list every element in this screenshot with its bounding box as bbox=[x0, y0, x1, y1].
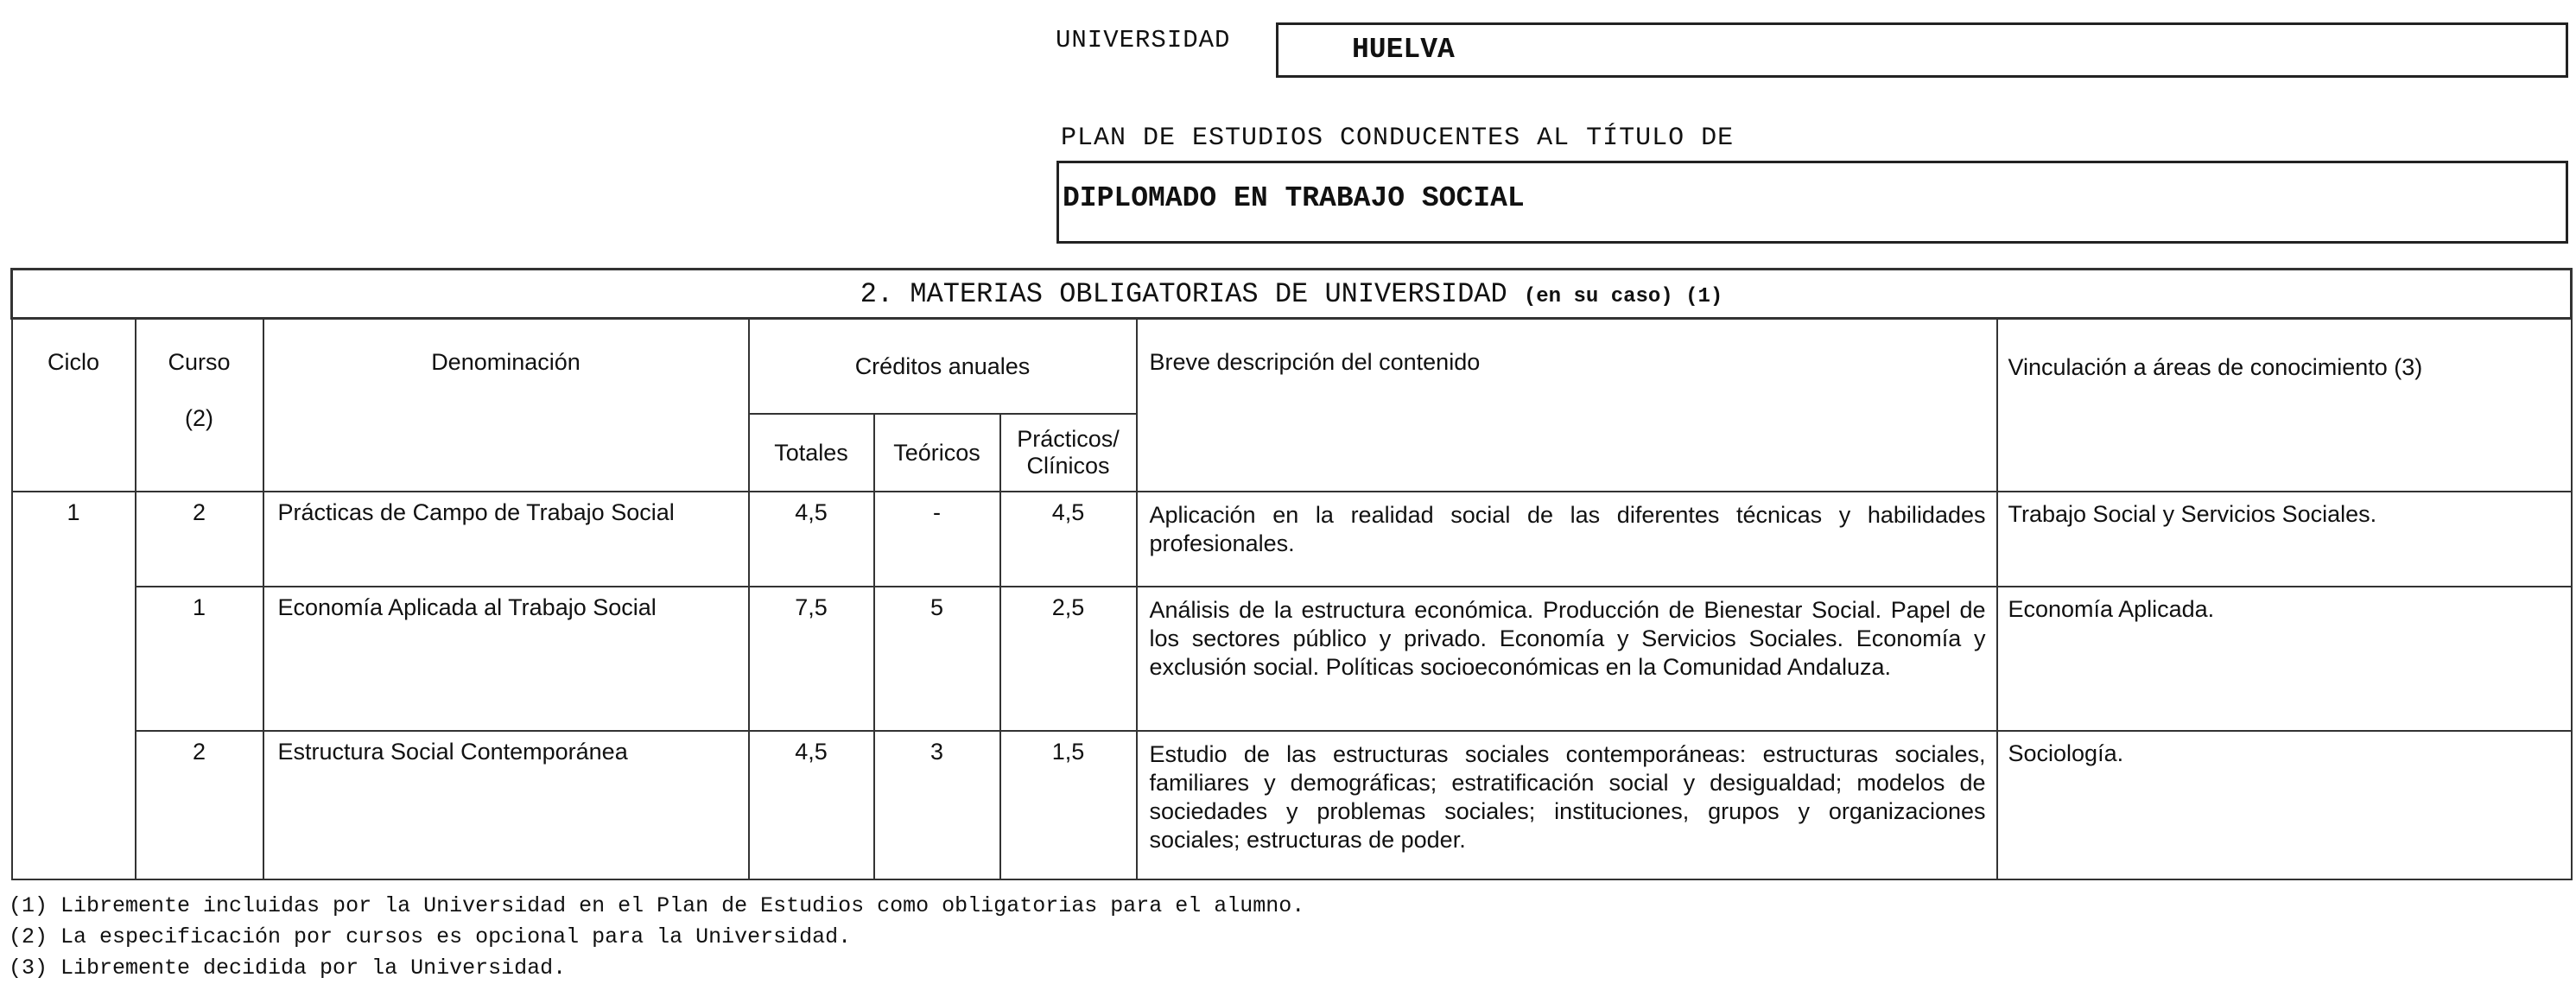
practicos-cell: 2,5 bbox=[1000, 587, 1137, 731]
vinculacion-cell: Trabajo Social y Servicios Sociales. bbox=[1997, 492, 2572, 587]
footnote-3: (3) Libremente decidida por la Universidad. bbox=[9, 955, 567, 981]
table-row bbox=[12, 587, 2572, 731]
teoricos-cell: - bbox=[874, 492, 1000, 587]
header-curso-label: Curso bbox=[168, 349, 231, 375]
totales-cell: 4,5 bbox=[749, 492, 874, 587]
descripcion-cell: Aplicación en la realidad social de las diferentes técnicas y habilidades profesionales. bbox=[1137, 492, 1997, 587]
materias-table bbox=[10, 268, 2573, 880]
header-creditos: Créditos anuales bbox=[749, 319, 1137, 415]
curso-cell: 2 bbox=[136, 492, 263, 587]
plan-label: PLAN DE ESTUDIOS CONDUCENTES AL TÍTULO DE bbox=[1061, 124, 1735, 153]
header-ciclo: Ciclo bbox=[12, 319, 136, 492]
table-row bbox=[12, 731, 2572, 879]
teoricos-cell: 3 bbox=[874, 731, 1000, 879]
descripcion-cell: Estudio de las estructuras sociales contemporáneas: estructuras sociales, familiares y demográficas; estratificación social y desigualdad; modelos de sociedades y problemas sociales; instituciones, grupos y organizaciones sociales; estructuras de poder. bbox=[1137, 731, 1997, 879]
titulo-value: DIPLOMADO EN TRABAJO SOCIAL bbox=[1063, 182, 1525, 214]
teoricos-cell: 5 bbox=[874, 587, 1000, 731]
footnotes bbox=[9, 891, 1304, 984]
header-totales: Totales bbox=[749, 414, 874, 492]
curso-cell: 2 bbox=[136, 731, 263, 879]
denominacion-cell: Estructura Social Contemporánea bbox=[263, 731, 749, 879]
header-practicos-line1: Prácticos/ bbox=[1017, 426, 1120, 452]
header-practicos-line2: Clínicos bbox=[1026, 453, 1110, 479]
denominacion-cell: Economía Aplicada al Trabajo Social bbox=[263, 587, 749, 731]
universidad-value: HUELVA bbox=[1352, 34, 1455, 66]
universidad-label: UNIVERSIDAD bbox=[1056, 26, 1231, 54]
header-curso-note: (2) bbox=[185, 405, 213, 431]
descripcion-cell: Análisis de la estructura económica. Producción de Bienestar Social. Papel de los sectores público y privado. Economía y Servicios Sociales. Economía y exclusión social. Políticas socioeconómicas en la Comunidad Andaluza. bbox=[1137, 587, 1997, 731]
footnote-2: (2) La especificación por cursos es opcional para la Universidad. bbox=[9, 924, 852, 949]
footnote-1: (1) Libremente incluidas por la Universidad en el Plan de Estudios como obligatorias para el alumno. bbox=[9, 893, 1305, 918]
practicos-cell: 1,5 bbox=[1000, 731, 1137, 879]
section-title-text: 2. MATERIAS OBLIGATORIAS DE UNIVERSIDAD bbox=[860, 277, 1507, 310]
header-teoricos: Teóricos bbox=[874, 414, 1000, 492]
titulo-box bbox=[1056, 161, 2568, 244]
vinculacion-cell: Sociología. bbox=[1997, 731, 2572, 879]
curso-cell: 1 bbox=[136, 587, 263, 731]
totales-cell: 4,5 bbox=[749, 731, 874, 879]
practicos-cell: 4,5 bbox=[1000, 492, 1137, 587]
universidad-box bbox=[1276, 22, 2568, 78]
ciclo-cell: 1 bbox=[12, 492, 136, 879]
section-title bbox=[12, 270, 2572, 319]
header-descripcion: Breve descripción del contenido bbox=[1137, 319, 1997, 492]
header-vinculacion: Vinculación a áreas de conocimiento (3) bbox=[1997, 319, 2572, 492]
table-row bbox=[12, 492, 2572, 587]
header-denominacion: Denominación bbox=[263, 319, 749, 492]
section-title-note: (en su caso) (1) bbox=[1523, 284, 1723, 308]
vinculacion-cell: Economía Aplicada. bbox=[1997, 587, 2572, 731]
totales-cell: 7,5 bbox=[749, 587, 874, 731]
denominacion-cell: Prácticas de Campo de Trabajo Social bbox=[263, 492, 749, 587]
header-practicos bbox=[1000, 414, 1137, 492]
header-curso bbox=[136, 319, 263, 492]
